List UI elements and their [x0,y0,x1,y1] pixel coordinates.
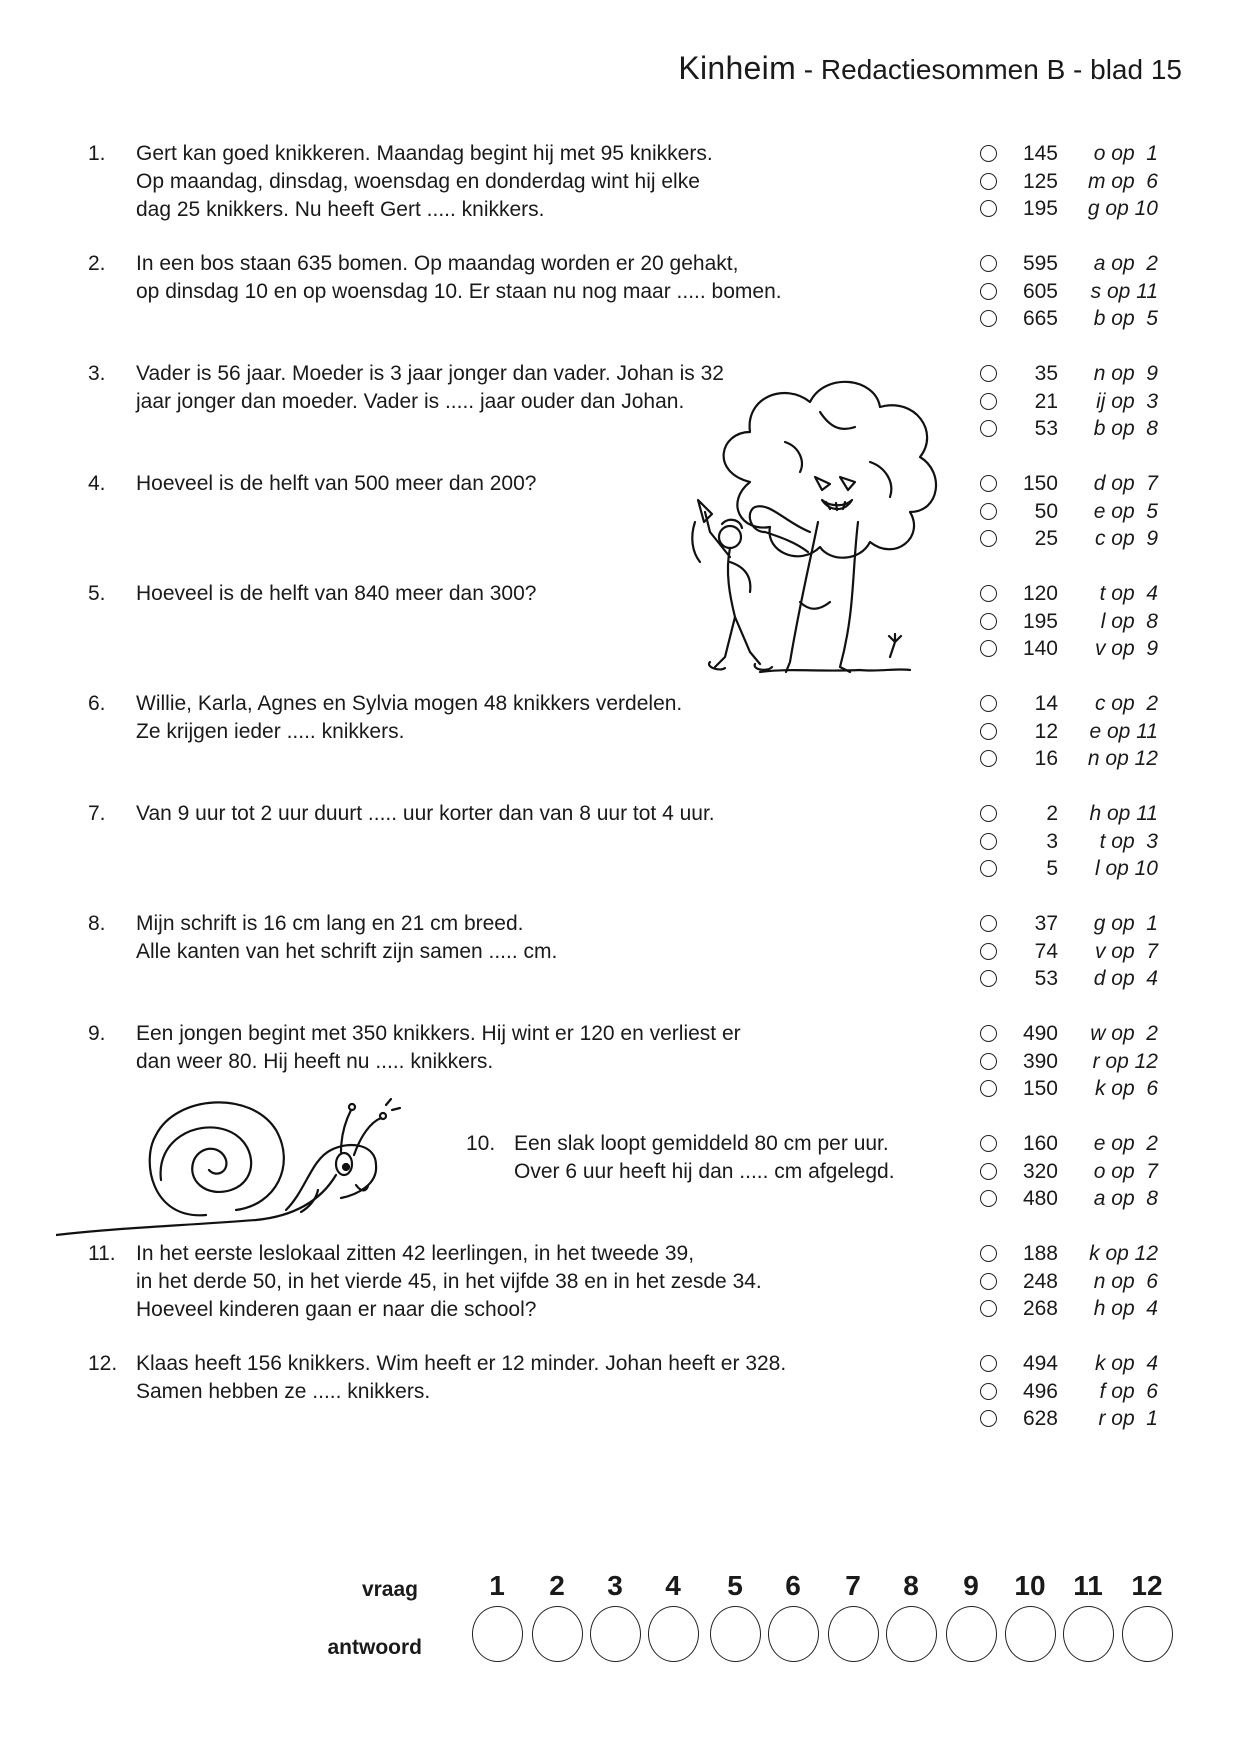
answer-option[interactable] [978,938,1188,966]
question-text: Een slak loopt gemiddeld 80 cm per uur. Over 6 uur heeft hij dan ..... cm afgelegd. [514,1132,895,1183]
answer-option[interactable] [978,498,1188,526]
answer-circle-8[interactable] [886,1606,937,1662]
answer-option[interactable] [978,1185,1188,1213]
option-value: 496 [1022,1379,1058,1403]
question-number: 10. [466,1132,496,1155]
answer-option[interactable] [978,718,1188,746]
option-letter-code: c op 9 [1094,527,1158,550]
question-text: In een bos staan 635 bomen. Op maandag worden er 20 gehakt, op dinsdag 10 en op woensdag 10. Er staan nu nog maar ..... bomen. [136,252,782,303]
option-radio-circle[interactable] [980,1273,997,1290]
antwoord-label: antwoord [327,1636,422,1659]
question-text: Van 9 uur tot 2 uur duurt ..... uur korter dan van 8 uur tot 4 uur. [136,802,715,825]
option-radio-circle[interactable] [980,915,997,932]
answer-option[interactable] [978,745,1188,773]
answer-option[interactable] [978,1130,1188,1158]
answer-option[interactable] [978,250,1188,278]
option-letter-code: k op 6 [1094,1077,1158,1100]
option-letter-code: a op 8 [1093,1187,1158,1210]
question-text: In het eerste leslokaal zitten 42 leerlingen, in het tweede 39, in het derde 50, in het vierde 45, in het vijfde 38 en in het zesde 34. Hoeveel kinderen gaan er naar die school? [136,1242,762,1321]
answer-option[interactable] [978,140,1188,168]
option-letter-code: e op 5 [1093,499,1158,523]
answer-circle-10[interactable] [1005,1606,1056,1662]
vraag-number: 3 [607,1570,623,1601]
snail-illustration [56,1080,426,1240]
option-radio-circle[interactable] [980,585,997,602]
option-radio-circle[interactable] [980,503,997,520]
answer-option[interactable] [978,525,1188,553]
option-letter-code: s op 11 [1090,279,1158,303]
answer-option[interactable] [978,1405,1188,1433]
question-text: Mijn schrift is 16 cm lang en 21 cm breed. Alle kanten van het schrift zijn samen ..... cm. [136,912,558,963]
option-value: 494 [1022,1352,1058,1375]
sheet-title: - Redactiesommen B - blad 15 [796,54,1182,85]
option-value: 248 [1022,1269,1058,1293]
option-value: 480 [1022,1187,1058,1210]
option-letter-code: c op 2 [1094,692,1158,715]
option-letter-code: n op 9 [1093,362,1158,385]
vraag-number: 11 [1073,1570,1103,1601]
option-value: 74 [1034,939,1058,963]
option-value: 3 [1046,829,1058,853]
answer-option[interactable] [978,278,1188,306]
option-value: 50 [1034,499,1058,523]
answer-circle-5[interactable] [710,1606,761,1662]
option-radio-circle[interactable] [980,420,997,437]
answer-option[interactable] [978,800,1188,828]
option-letter-code: o op 7 [1093,1159,1158,1183]
answer-option[interactable] [978,168,1188,196]
answer-option[interactable] [978,910,1188,938]
question-text: Gert kan goed knikkeren. Maandag begint hij met 95 knikkers. Op maandag, dinsdag, woensdag en donderdag wint hij elke dag 25 knikkers. Nu heeft Gert ..... knikkers. [136,142,713,221]
option-letter-code: o op 1 [1093,142,1158,165]
answer-option[interactable] [978,415,1188,443]
answer-option[interactable] [978,1378,1188,1406]
question-text: Vader is 56 jaar. Moeder is 3 jaar jonger dan vader. Johan is 32 jaar jonger dan moeder. Vader is ..... jaar ouder dan Johan. [136,362,724,413]
option-letter-code: k op 4 [1094,1352,1158,1375]
answer-option[interactable] [978,1295,1188,1323]
option-letter-code: t op 3 [1099,829,1158,853]
option-radio-circle[interactable] [980,970,997,987]
option-letter-code: ij op 3 [1096,389,1158,413]
option-letter-code: d op 7 [1093,472,1158,495]
option-radio-circle[interactable] [980,613,997,630]
option-radio-circle[interactable] [980,750,997,767]
question-number: 7. [88,802,106,825]
question-text: Willie, Karla, Agnes en Sylvia mogen 48 knikkers verdelen. Ze krijgen ieder ..... knikkers. [136,692,683,743]
option-radio-circle[interactable] [980,173,997,190]
option-radio-circle[interactable] [980,805,997,822]
option-radio-circle[interactable] [980,255,997,272]
answer-option[interactable] [978,305,1188,333]
option-value: 195 [1022,197,1058,220]
tree-woodcutter-illustration [690,372,960,692]
option-radio-circle[interactable] [980,1163,997,1180]
option-value: 53 [1034,417,1058,440]
option-value: 320 [1022,1159,1058,1183]
answer-circle-1[interactable] [472,1606,523,1662]
option-letter-code: g op 1 [1093,912,1158,935]
answer-circle-2[interactable] [532,1606,583,1662]
option-letter-code: f op 6 [1099,1379,1158,1403]
option-radio-circle[interactable] [980,860,997,877]
vraag-number: 7 [845,1570,861,1601]
option-letter-code: h op 11 [1089,802,1158,825]
option-value: 150 [1022,472,1058,495]
option-radio-circle[interactable] [980,1355,997,1372]
option-value: 2 [1046,802,1058,825]
option-letter-code: b op 5 [1093,307,1158,330]
option-radio-circle[interactable] [980,393,997,410]
option-value: 140 [1022,637,1058,660]
option-radio-circle[interactable] [980,640,997,657]
answer-circle-12[interactable] [1122,1606,1173,1662]
answer-option[interactable] [978,1020,1188,1048]
question-number: 1. [88,142,106,165]
option-radio-circle[interactable] [980,310,997,327]
page-header [678,50,1182,87]
answer-circle-6[interactable] [768,1606,819,1662]
option-value: 195 [1022,609,1058,633]
option-letter-code: l op 10 [1094,857,1158,880]
option-value: 16 [1034,747,1058,770]
option-letter-code: d op 4 [1093,967,1158,990]
question-number: 9. [88,1022,106,1045]
option-letter-code: v op 7 [1094,939,1158,963]
question-number: 6. [88,692,106,715]
option-radio-circle[interactable] [980,365,997,382]
answer-circle-7[interactable] [828,1606,879,1662]
option-radio-circle[interactable] [980,943,997,960]
answer-option[interactable] [978,965,1188,993]
answer-option[interactable] [978,855,1188,883]
question-number: 5. [88,582,106,605]
answer-circle-9[interactable] [946,1606,997,1662]
brand-name: Kinheim [678,50,797,86]
option-value: 628 [1022,1407,1058,1430]
vraag-number: 8 [903,1570,919,1601]
answer-circle-3[interactable] [590,1606,641,1662]
option-value: 268 [1022,1297,1058,1320]
question-number: 11. [88,1242,116,1265]
option-radio-circle[interactable] [980,1383,997,1400]
option-value: 665 [1022,307,1058,330]
vraag-number: 10 [1014,1570,1046,1601]
option-radio-circle[interactable] [980,1135,997,1152]
option-value: 120 [1022,582,1058,605]
option-letter-code: v op 9 [1094,637,1158,660]
option-radio-circle[interactable] [980,1300,997,1317]
answer-option[interactable] [978,388,1188,416]
option-radio-circle[interactable] [980,1410,997,1427]
option-value: 605 [1022,279,1058,303]
option-value: 145 [1022,142,1058,165]
answer-option[interactable] [978,1158,1188,1186]
vraag-number: 2 [549,1570,565,1601]
option-letter-code: m op 6 [1087,169,1158,193]
answer-option[interactable] [978,1048,1188,1076]
vraag-number: 5 [727,1570,743,1601]
question-number: 8. [88,912,106,935]
option-radio-circle[interactable] [980,1053,997,1070]
option-letter-code: r op 1 [1098,1407,1158,1430]
vraag-number: 4 [665,1570,681,1601]
option-value: 188 [1022,1242,1058,1265]
option-value: 25 [1034,527,1058,550]
answer-circle-4[interactable] [648,1606,699,1662]
option-radio-circle[interactable] [980,695,997,712]
answer-option[interactable] [978,470,1188,498]
answer-option[interactable] [978,1268,1188,1296]
option-value: 14 [1034,692,1058,715]
option-radio-circle[interactable] [980,530,997,547]
option-value: 595 [1022,252,1058,275]
option-value: 12 [1034,719,1058,743]
vraag-number: 1 [489,1570,505,1601]
option-letter-code: r op 12 [1092,1049,1158,1073]
option-radio-circle[interactable] [980,1190,997,1207]
option-value: 125 [1022,169,1058,193]
option-letter-code: a op 2 [1093,252,1158,275]
question-text: Klaas heeft 156 knikkers. Wim heeft er 12 minder. Johan heeft er 328. Samen hebben ze ..... knikkers. [136,1352,787,1403]
option-value: 53 [1034,967,1058,990]
option-radio-circle[interactable] [980,1245,997,1262]
option-radio-circle[interactable] [980,833,997,850]
option-letter-code: b op 8 [1093,417,1158,440]
option-radio-circle[interactable] [980,475,997,492]
option-letter-code: w op 2 [1090,1022,1158,1045]
option-value: 390 [1022,1049,1058,1073]
option-value: 21 [1034,389,1058,413]
answer-option[interactable] [978,1350,1188,1378]
option-value: 35 [1034,362,1058,385]
answer-option[interactable] [978,1075,1188,1103]
question-number: 3. [88,362,106,385]
option-letter-code: e op 2 [1093,1132,1158,1155]
question-text: Een jongen begint met 350 knikkers. Hij wint er 120 en verliest er dan weer 80. Hij heeft nu ..... knikkers. [136,1022,741,1073]
answer-circle-11[interactable] [1063,1606,1114,1662]
answer-option[interactable] [978,690,1188,718]
option-value: 160 [1022,1132,1058,1155]
question-number: 2. [88,252,106,275]
option-letter-code: h op 4 [1093,1297,1158,1320]
option-letter-code: k op 12 [1089,1242,1158,1265]
question-text: Hoeveel is de helft van 500 meer dan 200? [136,472,537,495]
option-letter-code: g op 10 [1087,197,1158,220]
answer-option[interactable] [978,1240,1188,1268]
option-letter-code: n op 6 [1093,1269,1158,1293]
option-letter-code: n op 12 [1087,747,1158,770]
option-letter-code: l op 8 [1100,609,1158,633]
option-value: 37 [1034,912,1058,935]
vraag-number: 12 [1131,1570,1163,1601]
option-radio-circle[interactable] [980,200,997,217]
vraag-label: vraag [361,1578,418,1601]
question-number: 4. [88,472,106,495]
vraag-number: 6 [785,1570,801,1601]
option-radio-circle[interactable] [980,283,997,300]
answer-option[interactable] [978,580,1188,608]
option-radio-circle[interactable] [980,1080,997,1097]
option-letter-code: e op 11 [1089,719,1158,743]
option-value: 5 [1046,857,1058,880]
answer-option[interactable] [978,828,1188,856]
option-value: 150 [1022,1077,1058,1100]
option-value: 490 [1022,1022,1058,1045]
option-radio-circle[interactable] [980,1025,997,1042]
option-letter-code: t op 4 [1099,582,1158,605]
answer-option[interactable] [978,635,1188,663]
question-number: 12. [88,1352,118,1375]
option-radio-circle[interactable] [980,145,997,162]
answer-option[interactable] [978,195,1188,223]
vraag-number: 9 [963,1570,979,1601]
question-text: Hoeveel is de helft van 840 meer dan 300? [136,582,537,605]
answer-option[interactable] [978,360,1188,388]
option-radio-circle[interactable] [980,723,997,740]
answer-option[interactable] [978,608,1188,636]
